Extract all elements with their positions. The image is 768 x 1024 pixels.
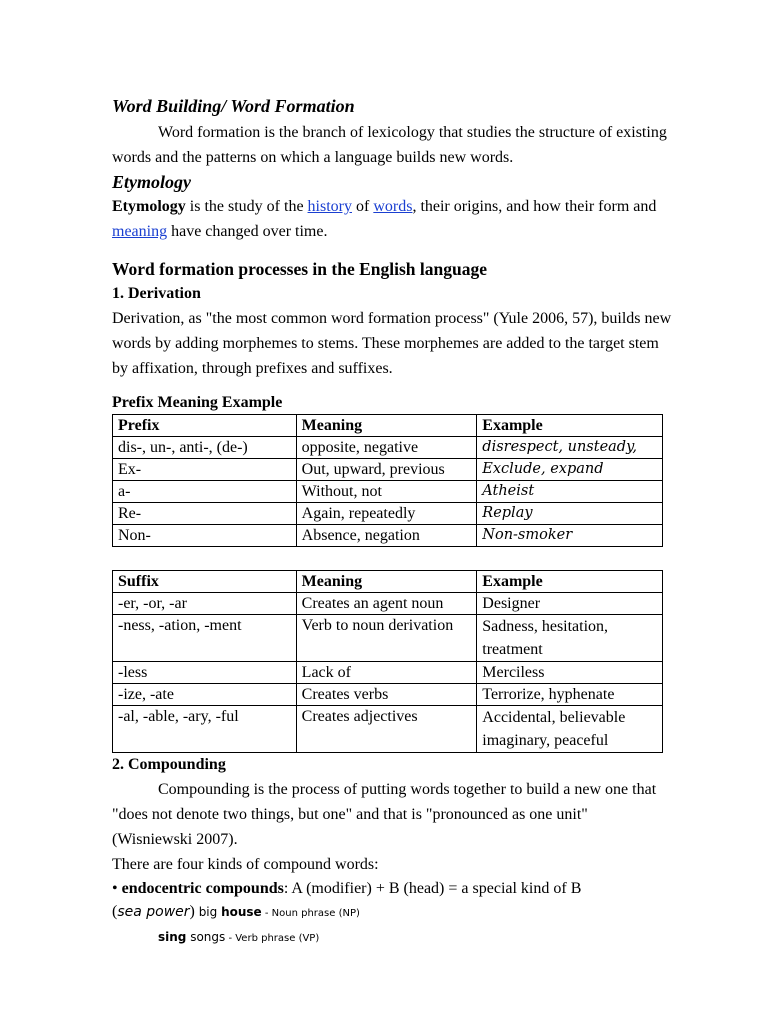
meaning-cell: Absence, negation <box>296 525 477 547</box>
compounding-paragraph: Compounding is the process of putting words together to build a new one that "does not denote two things, but one" and that is "pronounced as one unit" (Wisniewski 2007). <box>112 781 657 848</box>
suffix-cell: -al, -able, -ary, -ful <box>113 706 297 753</box>
example-cell: Non-smoker <box>477 525 663 547</box>
example-cell: Sadness, hesitation, treatment <box>477 615 663 662</box>
table-row <box>113 437 663 459</box>
example-paren-close: ) <box>189 903 195 920</box>
example-cell: disrespect, unsteady, <box>477 437 663 459</box>
table-header-row <box>113 571 663 593</box>
processes-heading: Word formation processes in the English language <box>112 259 487 279</box>
meaning-cell: Verb to noun derivation <box>296 615 477 662</box>
compounding-heading: 2. Compounding <box>112 756 226 773</box>
meaning-cell: opposite, negative <box>296 437 477 459</box>
meaning-cell: Creates verbs <box>296 684 477 706</box>
words-link[interactable]: words <box>373 198 413 215</box>
table-row <box>113 459 663 481</box>
suffix-table <box>112 570 663 753</box>
table-header-row <box>113 415 663 437</box>
etymology-text-1: is the study of the <box>185 198 308 215</box>
table-row <box>113 684 663 706</box>
table-row <box>113 662 663 684</box>
intro-paragraph: Word formation is the branch of lexicology that studies the structure of existing words and the patterns on which a language builds new words. <box>112 124 667 166</box>
example-np-note: - Noun phrase (NP) <box>261 908 360 919</box>
meaning-cell: Lack of <box>296 662 477 684</box>
header-cell: Prefix <box>113 415 297 437</box>
compound-kinds-text: There are four kinds of compound words: <box>112 856 379 873</box>
example-big: big <box>194 905 222 919</box>
endocentric-text: : A (modifier) + B (head) = a special kind of B <box>283 880 582 897</box>
example-cell: Exclude, expand <box>477 459 663 481</box>
example-vp-note: - Verb phrase (VP) <box>225 933 320 944</box>
suffix-cell: -ness, -ation, -ment <box>113 615 297 662</box>
etymology-text-3: , their origins, and how their form and <box>412 198 657 215</box>
etymology-text-4: have changed over time. <box>167 223 328 240</box>
example-cell: Designer <box>477 593 663 615</box>
example-songs: songs <box>186 930 226 944</box>
etymology-heading: Etymology <box>112 172 191 192</box>
suffix-cell: -less <box>113 662 297 684</box>
document-page <box>112 94 672 951</box>
prefix-table <box>112 414 663 547</box>
prefix-cell: Re- <box>113 503 297 525</box>
table-row <box>113 706 663 753</box>
table-row <box>113 593 663 615</box>
example-sing: sing <box>158 930 187 944</box>
meaning-cell: Creates an agent noun <box>296 593 477 615</box>
prefix-cell: dis-, un-, anti-, (de-) <box>113 437 297 459</box>
prefix-caption: Prefix Meaning Example <box>112 394 283 411</box>
example-cell: Atheist <box>477 481 663 503</box>
meaning-cell: Again, repeatedly <box>296 503 477 525</box>
suffix-cell: -er, -or, -ar <box>113 593 297 615</box>
example-house: house <box>221 905 262 919</box>
derivation-heading: 1. Derivation <box>112 285 201 302</box>
table-row <box>113 525 663 547</box>
header-cell: Suffix <box>113 571 297 593</box>
example-paren-open: ( <box>112 903 118 920</box>
header-cell: Example <box>477 571 663 593</box>
meaning-cell: Out, upward, previous <box>296 459 477 481</box>
table-row <box>113 615 663 662</box>
meaning-cell: Without, not <box>296 481 477 503</box>
etymology-paragraph <box>112 194 672 244</box>
example-cell: Replay <box>477 503 663 525</box>
compound-bullet: • endocentric compounds: A (modifier) + B (head) = a special kind of B <box>112 880 582 897</box>
example-cell: Accidental, believable imaginary, peaceful <box>477 706 663 753</box>
derivation-paragraph: Derivation, as "the most common word formation process" (Yule 2006, 57), builds new words by adding morphemes to stems. These morphemes are added to the target stem by affixation, through prefixes and suffixes. <box>112 310 672 377</box>
table-row <box>113 481 663 503</box>
page-title: Word Building/ Word Formation <box>112 96 355 116</box>
compound-example-line <box>112 901 672 925</box>
meaning-cell: Creates adjectives <box>296 706 477 753</box>
table-row <box>113 503 663 525</box>
compound-example-line-2 <box>112 925 672 951</box>
endocentric-term: endocentric compounds <box>121 880 284 897</box>
etymology-term: Etymology <box>112 198 186 215</box>
example-sea-power: sea power <box>117 904 190 920</box>
header-cell: Meaning <box>296 415 477 437</box>
prefix-cell: Ex- <box>113 459 297 481</box>
prefix-cell: a- <box>113 481 297 503</box>
history-link[interactable]: history <box>307 198 352 215</box>
prefix-cell: Non- <box>113 525 297 547</box>
example-cell: Terrorize, hyphenate <box>477 684 663 706</box>
example-cell: Merciless <box>477 662 663 684</box>
header-cell: Example <box>477 415 663 437</box>
etymology-text-2: of <box>352 198 374 215</box>
header-cell: Meaning <box>296 571 477 593</box>
meaning-link[interactable]: meaning <box>112 223 168 240</box>
suffix-cell: -ize, -ate <box>113 684 297 706</box>
